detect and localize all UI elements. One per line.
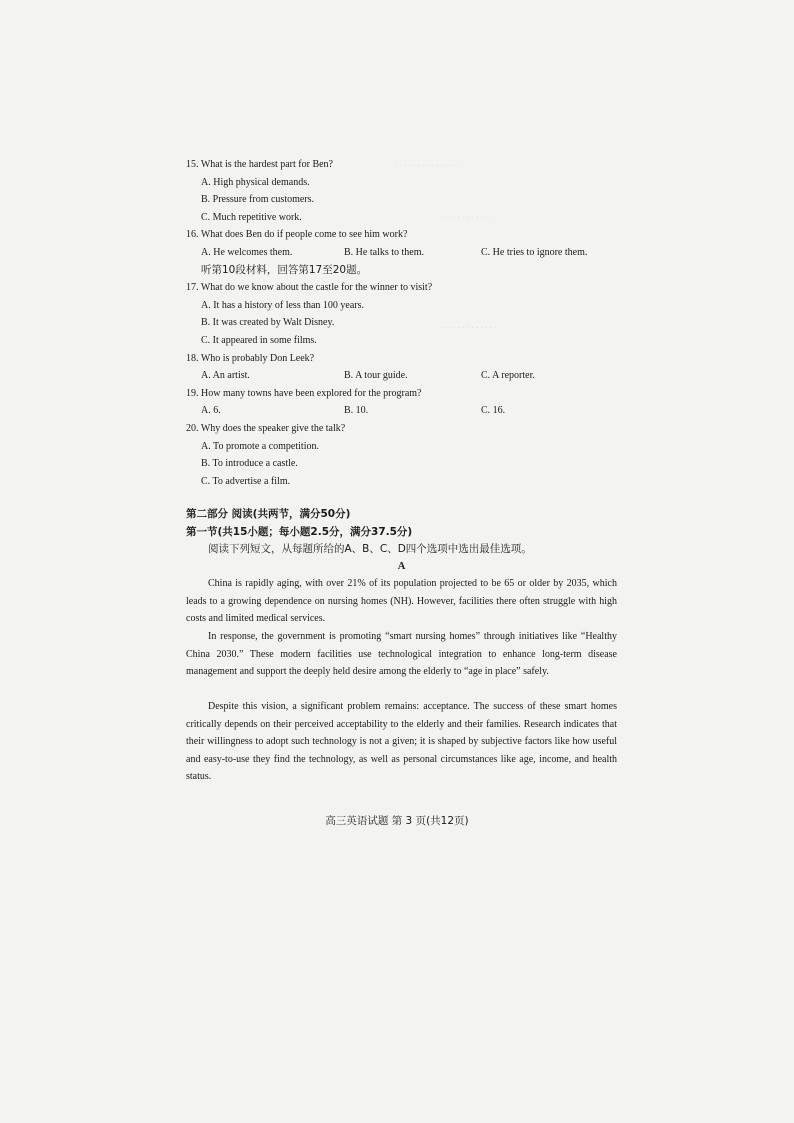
- question-19: 19. How many towns have been explored for the program?: [186, 388, 422, 399]
- q19-option-a: A. 6.: [201, 405, 221, 416]
- q18-option-c: C. A reporter.: [481, 370, 535, 381]
- q20-option-b: B. To introduce a castle.: [201, 458, 298, 469]
- part2-heading: 第二部分 阅读(共两节，满分50分): [186, 508, 351, 520]
- q18-option-a: A. An artist.: [201, 370, 250, 381]
- paragraph-text: Despite this vision, a significant problem remains: acceptance. The success of these smart homes critically depends on their perceived acceptability to the elderly and their families. Research indicates that their willingness to adopt such technology is not a given; it is shaped by subjective factors like how useful and easy-to-use they find the technology, as well as personal circumstances like age, income, and health status.: [186, 701, 617, 783]
- paragraph-text: China is rapidly aging, with over 21% of its population projected to be 65 or older by 2035, which leads to a growing dependence on nursing homes (NH). However, facilities there often struggle with high costs and limited medical services.: [186, 578, 617, 625]
- question-16: 16. What does Ben do if people come to see him work?: [186, 229, 408, 240]
- q15-option-b: B. Pressure from customers.: [201, 194, 315, 205]
- q16-option-a: A. He welcomes them.: [201, 247, 293, 258]
- reading-instruction: 阅读下列短文，从每题所给的A、B、C、D四个选项中选出最佳选项。: [208, 543, 532, 555]
- q19-option-b: B. 10.: [344, 405, 369, 416]
- listening-instruction: 听第10段材料，回答第17至20题。: [201, 264, 368, 276]
- passage-title: A: [397, 561, 406, 572]
- q20-option-c: C. To advertise a film.: [201, 476, 291, 487]
- q18-option-b: B. A tour guide.: [344, 370, 408, 381]
- question-15: 15. What is the hardest part for Ben?: [186, 159, 333, 170]
- bleed-through-text: . . . . . . . . . . . .: [440, 210, 492, 220]
- q15-option-a: A. High physical demands.: [201, 177, 310, 188]
- question-20: 20. Why does the speaker give the talk?: [186, 423, 346, 434]
- q19-option-c: C. 16.: [481, 405, 506, 416]
- page-footer: 高三英语试题 第 3 页(共12页): [325, 815, 469, 827]
- question-18: 18. Who is probably Don Leek?: [186, 353, 315, 364]
- passage-paragraph-3: [186, 698, 617, 786]
- q17-option-a: A. It has a history of less than 100 years.: [201, 300, 365, 311]
- passage-paragraph-1: [186, 575, 617, 628]
- paragraph-text: In response, the government is promoting “smart nursing homes” through initiatives like “Healthy China 2030.” These modern facilities use technological integration to enhance long-term disease management and support the deeply held desire among the elderly to “age in place” safely.: [186, 631, 617, 678]
- bleed-through-text: . . . . . . . . . . . . .: [440, 320, 497, 330]
- section1-heading: 第一节(共15小题；每小题2.5分，满分37.5分): [186, 526, 413, 538]
- q15-option-c: C. Much repetitive work.: [201, 212, 302, 223]
- q16-option-b: B. He talks to them.: [344, 247, 424, 258]
- q16-option-c: C. He tries to ignore them.: [481, 247, 588, 258]
- passage-paragraph-2: [186, 628, 617, 681]
- bleed-through-text: . . . . . . . . . . . . . . .: [395, 158, 461, 168]
- question-17: 17. What do we know about the castle for the winner to visit?: [186, 282, 433, 293]
- q20-option-a: A. To promote a competition.: [201, 441, 319, 452]
- q17-option-b: B. It was created by Walt Disney.: [201, 317, 335, 328]
- q17-option-c: C. It appeared in some films.: [201, 335, 317, 346]
